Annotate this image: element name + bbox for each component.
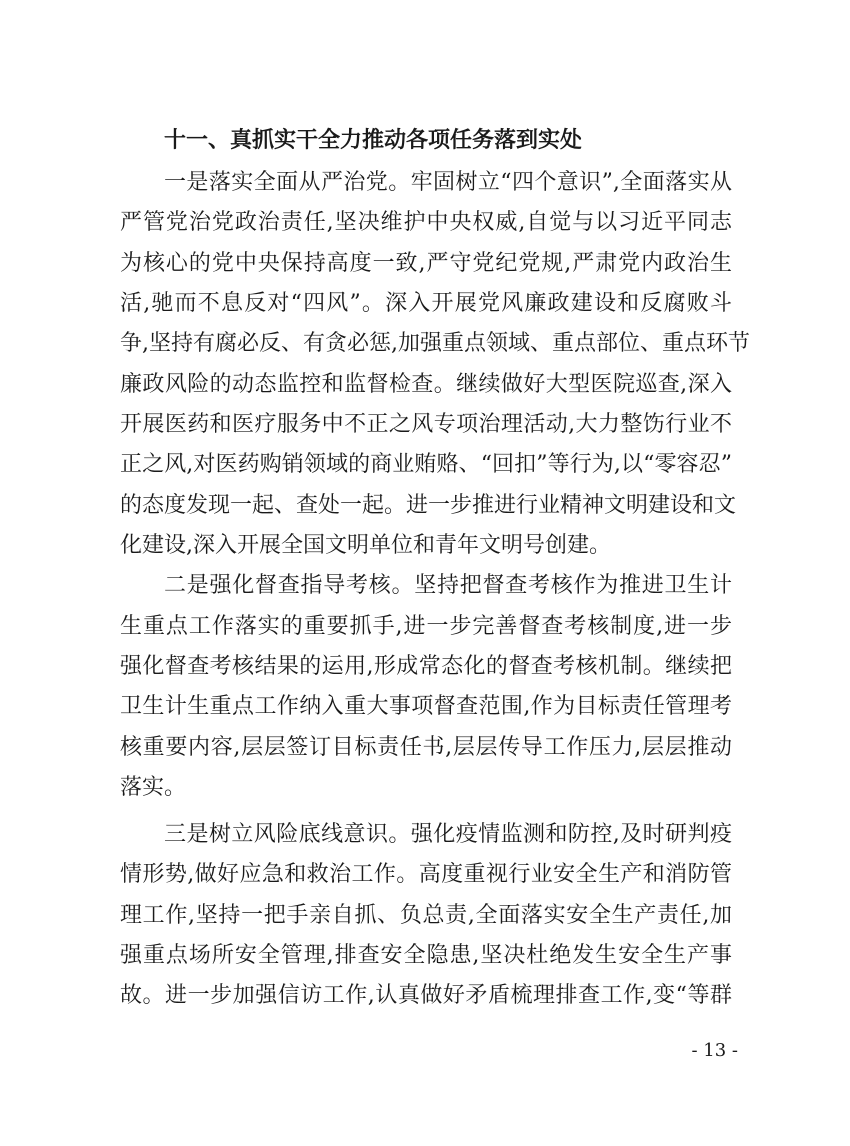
- paragraph-2-line-6: 落实。: [120, 775, 187, 800]
- paragraph-1-line-1: 一是落实全面从严治党。牢固树立“四个意识”,全面落实从: [164, 170, 732, 195]
- paragraph-1-line-5: 争,坚持有腐必反、有贪必惩,加强重点领域、重点部位、重点环节: [120, 331, 750, 356]
- paragraph-2-line-5: 核重要内容,层层签订目标责任书,层层传导工作压力,层层推动: [120, 735, 732, 760]
- paragraph-1-line-6: 廉政风险的动态监控和监督检查。继续做好大型医院巡查,深入: [120, 372, 732, 397]
- paragraph-2-line-2: 生重点工作落实的重要抓手,进一步完善督查考核制度,进一步: [120, 614, 732, 639]
- paragraph-1-line-2: 严管党治党政治责任,坚决维护中央权威,自觉与以习近平同志: [120, 210, 732, 235]
- paragraph-1-line-7: 开展医药和医疗服务中不正之风专项治理活动,大力整饬行业不: [120, 412, 732, 437]
- paragraph-2-line-3: 强化督查考核结果的运用,形成常态化的督查考核机制。继续把: [120, 654, 732, 679]
- paragraph-1-line-3: 为核心的党中央保持高度一致,严守党纪党规,严肃党内政治生: [120, 251, 732, 276]
- paragraph-1-line-10: 化建设,深入开展全国文明单位和青年文明号创建。: [120, 533, 611, 558]
- section-heading: 十一、真抓实干全力推动各项任务落到实处: [164, 128, 583, 153]
- paragraph-3-line-1: 三是树立风险底线意识。强化疫情监测和防控,及时研判疫: [164, 822, 732, 847]
- paragraph-3-line-3: 理工作,坚持一把手亲自抓、负总责,全面落实安全生产责任,加: [120, 903, 732, 928]
- paragraph-1-line-9: 的态度发现一起、查处一起。进一步推进行业精神文明建设和文: [120, 493, 737, 518]
- paragraph-3-line-4: 强重点场所安全管理,排查安全隐患,坚决杜绝发生安全生产事: [120, 943, 732, 968]
- paragraph-1-line-8: 正之风,对医药购销领域的商业贿赂、“回扣”等行为,以“零容忍”: [120, 452, 732, 477]
- page-number: - 13 -: [691, 1040, 738, 1061]
- paragraph-1-line-4: 活,驰而不息反对“四风”。深入开展党风廉政建设和反腐败斗: [120, 291, 732, 316]
- paragraph-3-line-5: 故。进一步加强信访工作,认真做好矛盾梳理排查工作,变“等群: [120, 983, 732, 1008]
- paragraph-2-line-4: 卫生计生重点工作纳入重大事项督查范围,作为目标责任管理考: [120, 694, 732, 719]
- paragraph-2-line-1: 二是强化督查指导考核。坚持把督查考核作为推进卫生计: [164, 573, 732, 598]
- paragraph-3-line-2: 情形势,做好应急和救治工作。高度重视行业安全生产和消防管: [120, 862, 732, 887]
